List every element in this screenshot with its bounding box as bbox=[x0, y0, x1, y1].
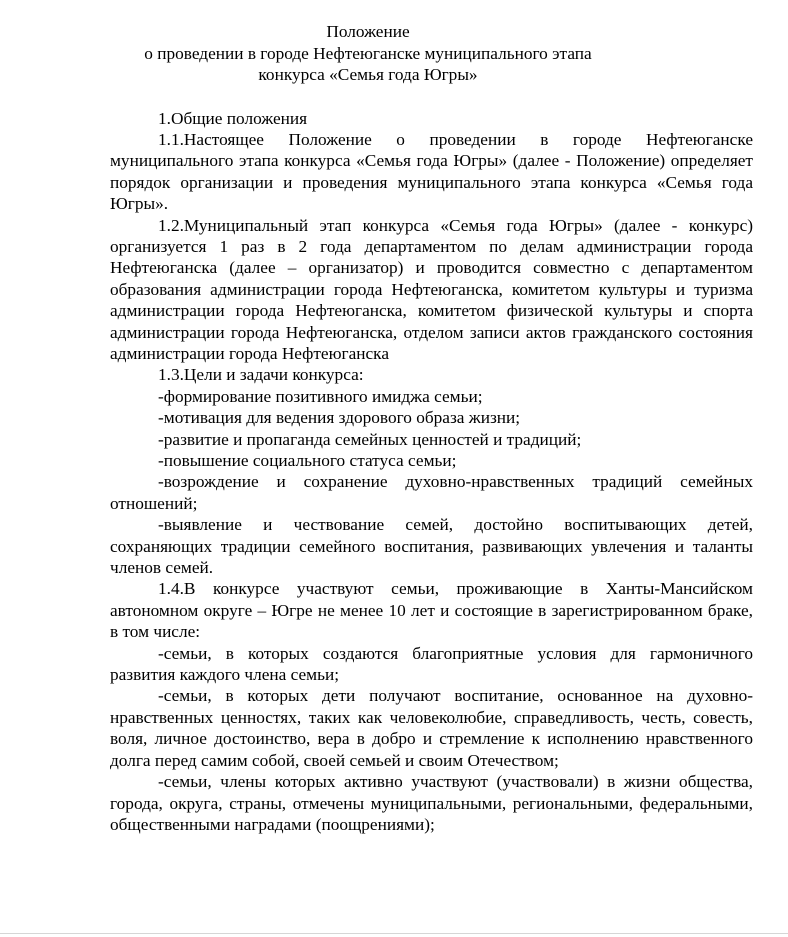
list-item: -мотивация для ведения здорового образа жизни; bbox=[158, 408, 521, 428]
list-item: -повышение социального статуса семьи; bbox=[158, 451, 457, 470]
paragraph-1-2: 1.2.Муниципальный этап конкурса «Семья года Югры» (далее - конкурс) организуется 1 раз в 2 года департаментом по делам администрации города Нефтеюганска (далее – организатор) и проводится совместно с департаментом образования администрации города Нефтеюганска, комитетом культуры и туризма администрации города Нефтеюганска, комитетом физической культуры и спорта администрации города Нефтеюганска, отделом записи актов гражданского состояния администрации города Нефтеюганска bbox=[110, 215, 753, 363]
title-line-1: Положение bbox=[326, 22, 410, 41]
list-item: -семьи, в которых дети получают воспитание, основанное на духовно-нравственных ценностях, таких как человеколюбие, справедливость, честь, совесть, воля, личное достоинство, вера в добро и стремление к исполнению нравственного долга перед самим собой, своей семьей и своим Отечеством; bbox=[110, 686, 753, 770]
paragraph-1-1: 1.1.Настоящее Положение о проведении в городе Нефтеюганске муниципального этапа конкурса «Семья года Югры» (далее - Положение) определяет порядок организации и проведения муниципального этапа конкурса «Семья года Югры». bbox=[110, 129, 753, 214]
paragraph-1-4: 1.4.В конкурсе участвуют семьи, проживающие в Ханты-Мансийском автономном округе – Югре не менее 10 лет и состоящие в зарегистрированном браке, в том числе: bbox=[110, 579, 753, 642]
page-bottom-edge bbox=[0, 933, 788, 934]
list-item: -возрождение и сохранение духовно-нравственных традиций семейных отношений; bbox=[110, 472, 753, 513]
list-item: -формирование позитивного имиджа семьи; bbox=[158, 386, 483, 406]
list-item: -семьи, в которых создаются благоприятные условия для гармоничного развития каждого члена семьи; bbox=[110, 643, 753, 685]
title-line-2: о проведении в городе Нефтеюганске муниципального этапа bbox=[144, 43, 592, 63]
list-item: -развитие и пропаганда семейных ценностей и традиций; bbox=[158, 429, 582, 449]
list-item: -выявление и чествование семей, достойно воспитывающих детей, сохраняющих традиции семейного воспитания, развивающих увлечения и таланты членов семей. bbox=[110, 515, 753, 578]
list-item: -семьи, члены которых активно участвуют (участвовали) в жизни общества, города, округа, страны, отмечены муниципальными, региональными, федеральными, общественными наградами (поощрениями); bbox=[110, 772, 753, 834]
section-heading: 1.Общие положения bbox=[158, 108, 308, 128]
document-title bbox=[0, 21, 762, 86]
document-body bbox=[110, 108, 753, 836]
title-line-3: конкурса «Семья года Югры» bbox=[258, 65, 478, 84]
paragraph-1-3: 1.3.Цели и задачи конкурса: bbox=[158, 365, 364, 385]
